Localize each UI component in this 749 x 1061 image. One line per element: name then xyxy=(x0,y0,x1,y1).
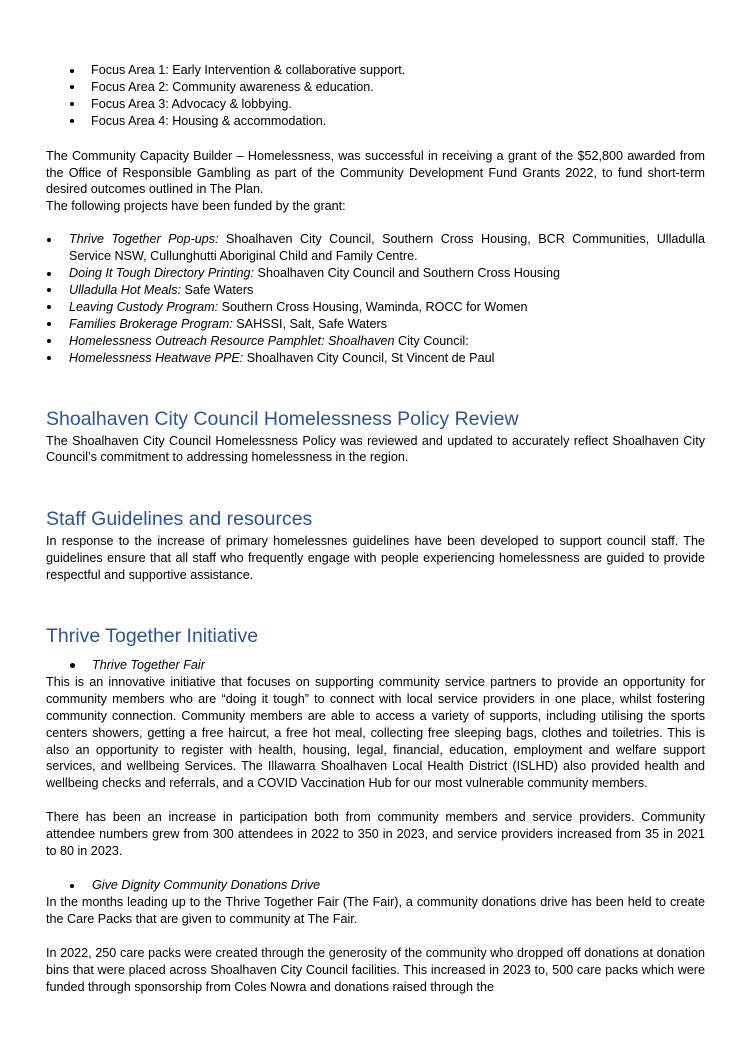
staff-guidelines-heading: Staff Guidelines and resources xyxy=(46,508,313,531)
list-item: Thrive Together Pop-ups: Shoalhaven City Council, Southern Cross Housing, BCR Communities, Ulladulla Service NSW, Cullunghutti Aboriginal Child and Family Centre. xyxy=(46,231,705,265)
participation-paragraph: There has been an increase in participation both from community members and service providers. Community attendee numbers grew from 300 attendees in 2022 to 350 in 2023, and service providers increased from 35 in 2021 to 80 in 2023. xyxy=(46,810,705,859)
bullet-icon xyxy=(70,85,74,89)
thrive-heading: Thrive Together Initiative xyxy=(46,625,259,648)
thrive-fair-bullet xyxy=(46,657,705,674)
list-item: Homelessness Heatwave PPE: Shoalhaven City Council, St Vincent de Paul xyxy=(46,350,705,367)
list-item: Leaving Custody Program: Southern Cross Housing, Waminda, ROCC for Women xyxy=(46,299,705,316)
thrive-fair-body: This is an innovative initiative that focuses on supporting community service partners to provide an opportunity for community members who are “doing it tough” to connect with local service providers in one place, whilst fostering community connection. Community members are able to access a variety of supports, including utilising the sports centers showers, getting a free haircut, a free hot meal, collecting free sleeping bags, clothes and toiletries. This is also an opportunity to register with health, housing, legal, financial, education, employment and welfare support services, and wellbeing Services. The Illawarra Shoalhaven Local Health District (ISLHD) also provided health and wellbeing checks and referrals, and a COVID Vaccination Hub for our most vulnerable community members. xyxy=(46,674,705,791)
funded-projects-list xyxy=(46,231,705,366)
bullet-icon xyxy=(70,102,74,106)
list-item: Focus Area 4: Housing & accommodation. xyxy=(46,113,705,130)
policy-review-heading: Shoalhaven City Council Homelessness Policy Review xyxy=(46,407,519,430)
grant-paragraph: The Community Capacity Builder – Homelessness, was successful in receiving a grant of the $52,800 awarded from the Office of Responsible Gambling as part of the Community Development Fund Grants 2022, to fund short-term desired outcomes outlined in The Plan. xyxy=(46,148,705,197)
staff-guidelines-body: In response to the increase of primary homelessnes guidelines have been developed to support council staff. The guidelines ensure that all staff who frequently engage with people experiencing homelessness are guided to provide respectful and supportive assistance. xyxy=(46,534,705,583)
policy-review-body: The Shoalhaven City Council Homelessness Policy was reviewed and updated to accurately reflect Shoalhaven City Council’s commitment to addressing homelessness in the region. xyxy=(46,433,705,465)
give-dignity-bullet xyxy=(46,877,705,894)
bullet-icon xyxy=(47,322,51,326)
list-item: Homelessness Outreach Resource Pamphlet: Shoalhaven City Council: xyxy=(46,333,705,350)
document-page xyxy=(46,62,705,995)
care-packs-paragraph: In 2022, 250 care packs were created through the generosity of the community who dropped off donations at donation bins that were placed across Shoalhaven City Council facilities. This increased in 2023 to, 500 care packs which were funded through sponsorship from Coles Nowra and donations raised through the xyxy=(46,945,705,994)
list-item: Give Dignity Community Donations Drive xyxy=(46,877,705,894)
list-item: Focus Area 1: Early Intervention & collaborative support. xyxy=(46,62,705,79)
bullet-icon xyxy=(47,356,51,360)
give-dignity-body: In the months leading up to the Thrive Together Fair (The Fair), a community donations drive has been held to create the Care Packs that are given to community at The Fair. xyxy=(46,894,705,926)
list-item: Ulladulla Hot Meals: Safe Waters xyxy=(46,282,705,299)
bullet-icon xyxy=(47,272,51,276)
list-item: Focus Area 2: Community awareness & education. xyxy=(46,79,705,96)
bullet-icon xyxy=(47,238,51,242)
list-item: Focus Area 3: Advocacy & lobbying. xyxy=(46,96,705,113)
bullet-icon xyxy=(70,884,74,888)
bullet-icon xyxy=(47,288,51,292)
bullet-icon xyxy=(47,305,51,309)
bullet-icon xyxy=(70,663,75,668)
focus-area-list xyxy=(46,62,705,130)
list-item: Doing It Tough Directory Printing: Shoalhaven City Council and Southern Cross Housing xyxy=(46,265,705,282)
projects-intro: The following projects have been funded by the grant: xyxy=(46,199,346,214)
bullet-icon xyxy=(47,339,51,343)
list-item: Thrive Together Fair xyxy=(46,657,705,674)
bullet-icon xyxy=(70,69,74,73)
bullet-icon xyxy=(70,119,74,123)
list-item: Families Brokerage Program: SAHSSI, Salt, Safe Waters xyxy=(46,316,705,333)
